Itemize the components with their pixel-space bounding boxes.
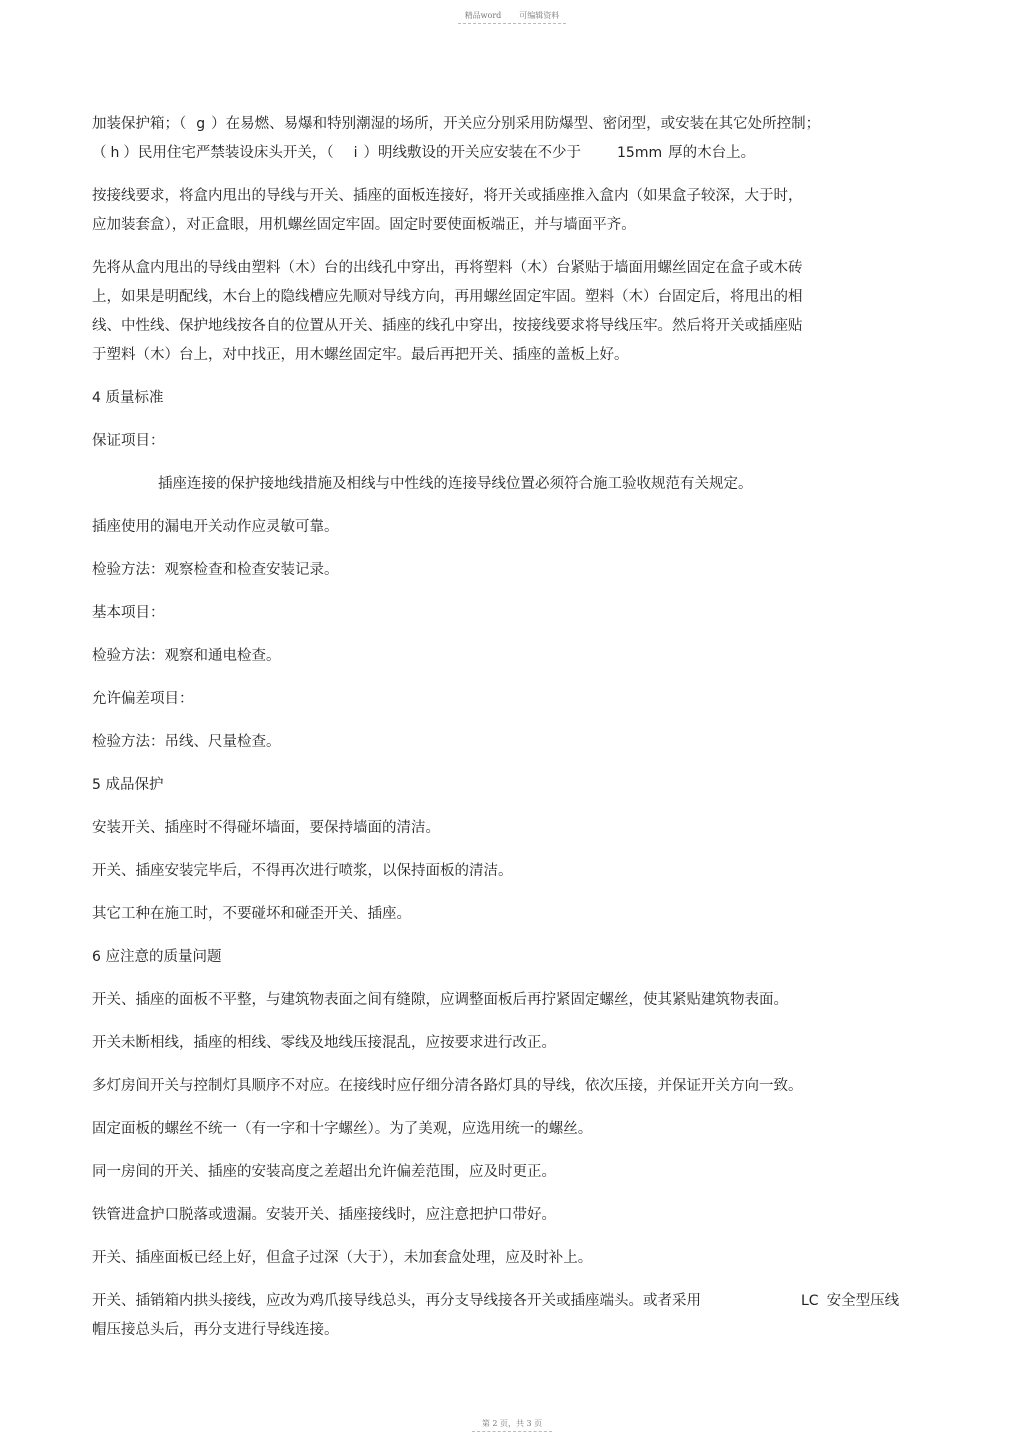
text-line: 多灯房间开关与控制灯具顺序不对应。在接线时应仔细分清各路灯具的导线，依次压接，并保证开关方向一致。 [92,1078,803,1094]
text-line: 同一房间的开关、插座的安装高度之差超出允许偏差范围，应及时更正。 [92,1164,556,1180]
header-left-text: 精品word [464,11,502,20]
text-line: 于塑料（木）台上，对中找正，用木螺丝固定牢。最后再把开关、插座的盖板上好。 [92,347,629,363]
footer-divider [472,1431,552,1432]
text-line: 开关、插座的面板不平整，与建筑物表面之间有缝隙，应调整面板后再拧紧固定螺丝，使其紧贴建筑物表面。 [92,992,788,1008]
text-line: 开关、插销箱内拱头接线，应改为鸡爪接导线总头，再分支导线接各开关或插座端头。或者采用 LC 安全型压线 [92,1293,900,1309]
text-line: 应加装套盒），对正盒眼，用机螺丝固定牢固。固定时要使面板端正，并与墙面平齐。 [92,217,636,233]
text-line: 插座连接的保护接地线措施及相线与中性线的连接导线位置必须符合施工验收规范有关规定。 [158,476,753,492]
text-line: 检验方法：观察和通电检查。 [92,648,281,664]
text-line: 铁管进盒护口脱落或遗漏。安装开关、插座接线时，应注意把护口带好。 [92,1207,556,1223]
document-body [92,110,932,1345]
text-line: 上，如果是明配线，木台上的隐线槽应先顺对导线方向，再用螺丝固定牢固。塑料（木）台固定后，将甩出的相 [92,289,803,305]
page-footer [0,1418,1024,1432]
header-divider [458,23,566,24]
section-heading-6: 6 应注意的质量问题 [92,949,222,965]
paragraph-mounting [92,254,932,370]
text-line: （ h ）民用住宅严禁装设床头开关，（ i ）明线敷设的开关应安装在不少于 15mm 厚的木台上。 [92,145,756,161]
text-line: 开关、插座安装完毕后，不得再次进行喷浆，以保持面板的清洁。 [92,863,513,879]
text-line: 按接线要求，将盒内甩出的导线与开关、插座的面板连接好，将开关或插座推入盒内（如果盒子较深，大于时， [92,188,803,204]
subheading-allowance: 允许偏差项目： [92,691,194,707]
text-line: 帽压接总头后，再分支进行导线连接。 [92,1322,339,1338]
paragraph-wiring [92,182,932,240]
text-line: 开关未断相线，插座的相线、零线及地线压接混乱，应按要求进行改正。 [92,1035,556,1051]
page-number: 第 2 页，共 3 页 [481,1419,543,1428]
text-line: 检验方法：观察检查和检查安装记录。 [92,562,339,578]
paragraph-switch-rules [92,110,932,168]
subheading-guarantee: 保证项目： [92,433,165,449]
text-line: 检验方法：吊线、尺量检查。 [92,734,281,750]
paragraph-lc-connector [92,1287,932,1345]
subheading-basic: 基本项目： [92,605,165,621]
section-heading-4: 4 质量标准 [92,390,164,406]
text-line: 先将从盒内甩出的导线由塑料（木）台的出线孔中穿出，再将塑料（木）台紧贴于墙面用螺丝固定在盒子或木砖 [92,260,803,276]
text-line: 加装保护箱；（ g ）在易燃、易爆和特别潮湿的场所，开关应分别采用防爆型、密闭型，或安装在其它处所控制； [92,116,821,132]
text-line: 安装开关、插座时不得碰坏墙面，要保持墙面的清洁。 [92,820,440,836]
section-heading-5: 5 成品保护 [92,777,164,793]
header-right-text: 可编辑资料 [519,11,560,20]
text-line: 插座使用的漏电开关动作应灵敏可靠。 [92,519,339,535]
text-line: 固定面板的螺丝不统一（有一字和十字螺丝）。为了美观，应选用统一的螺丝。 [92,1121,593,1137]
page-header [0,10,1024,24]
text-line: 开关、插座面板已经上好，但盒子过深（大于），未加套盒处理，应及时补上。 [92,1250,593,1266]
text-line: 线、中性线、保护地线按各自的位置从开关、插座的线孔中穿出，按接线要求将导线压牢。然后将开关或插座贴 [92,318,803,334]
text-line: 其它工种在施工时，不要碰坏和碰歪开关、插座。 [92,906,411,922]
